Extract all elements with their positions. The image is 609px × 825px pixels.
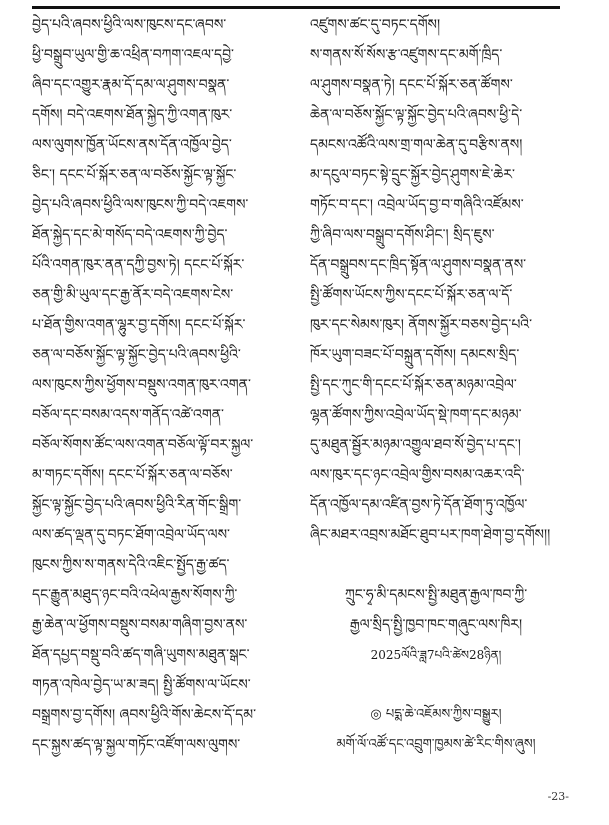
spacer <box>310 550 562 580</box>
text-line: ཁུར་དང་སེམས་ཁུར། ནོགས་སྐྱོར་བཅས་བྱེད་པའི་ <box>310 317 533 333</box>
text-line: ས་གནས་སོ་སོས་རྩ་འཛུགས་དང་མགོ་ཁྲིད་ <box>310 47 503 63</box>
text-line: ལས་ཁུར་དང་ཉང་འབྲེལ་གྱིས་བསམ་འཆར་འདི་ <box>310 467 525 483</box>
text-line: ཐོན་སྐྱེད་དང་མེ་གསོད་བདེ་འཇགས་ཀྱི་བྱེད་ <box>32 227 228 243</box>
text-line: དོན་འཁྱོལ་དམ་འཛིན་བྱས་ཏེ་དོན་ཐོག་ཏུ་འཁྱོལ་ <box>310 497 528 513</box>
text-line: སྤྱི་དང་ཀུང་གི་དངང་པོ་སྐོར་ཅན་མཉམ་འབྲེལ་ <box>310 377 517 393</box>
text-line: རྒྱ་ཆེན་ལ་ཕྱོགས་བསྡུས་བསམ་གཞིག་བྱས་ནས་ <box>32 617 248 633</box>
text-line: འཛུགས་ཚང་དུ་བཏང་དགོས། <box>310 17 441 33</box>
text-line: པོའི་འགན་ཁུར་ནན་དཀྱི་བྱས་ཏེ། དངང་པོ་སྐོར་ <box>32 257 245 273</box>
text-line: ཆེན་ལ་བཅོས་སྐྱོང་ལྟ་སྐྱོང་བྱེད་པའི་ཞབས་ཕྱི་དེ་ <box>310 107 523 123</box>
text-line: ལས་ལུགས་ཁྱོན་ཡོངས་ནས་དོན་འཁྱོལ་བྱེད་ <box>32 137 232 153</box>
text-line: མ་དངུལ་བཏང་སྟེ་དྲུང་སྐྱོར་བྱེད་ཤུགས་ཇེ་ཆེར་ <box>310 167 515 183</box>
text-line: བཅོལ་དང་བསམ་འདས་གནོད་འཚེ་འགན་ <box>32 407 224 423</box>
text-line: ཅན་གྱི་མི་ཡུལ་དང་རྒྱ་ནོར་བདེ་འཇགས་ངེས་ <box>32 287 234 303</box>
translator-credit: ◎ པདྨ་ཆེ་འཇོམས་ཀྱིས་བསྒྱུར། <box>370 707 502 722</box>
text-line: ཅན་ལ་བཅོས་སྐྱོང་ལྟ་སྐྱོང་བྱེད་པའི་ཞབས་ཕྱིའི་ <box>32 347 241 363</box>
text-line: དང་རྒྱུན་མཐུད་ཉང་བའི་འཕེལ་རྒྱས་སོགས་ཀྱི་ <box>32 587 238 603</box>
text-line: ལས་ཚད་ལྡན་དུ་བཏང་ཐོག་འབྲེལ་ཡོད་ལས་ <box>32 527 230 543</box>
left-column <box>32 10 290 760</box>
text-line: དང་སྐྱས་ཚད་ལྟ་སྐྱལ་གཏོང་འཛོག་ལས་ལུགས་ <box>32 737 241 753</box>
text-line: བསྒྲགས་བྱ་དགོས། ཞབས་ཕྱིའི་གོས་ཆེངས་དོ་དམ་ <box>32 707 257 723</box>
text-line: བྱེད་པའི་ཞབས་ཕྱིའི་ལས་ཁུངས་དང་ཞབས་ <box>32 17 227 33</box>
text-line: སྤྱི་ཚོགས་ཡོངས་ཀྱིས་དངང་པོ་སྐོར་ཅན་ལ་དོ་ <box>310 287 513 303</box>
issuer-line: ཀྲུང་ཧྭ་མི་དམངས་སྤྱི་མཐུན་རྒྱལ་ཁབ་ཀྱི་ <box>344 587 528 603</box>
spacer <box>310 670 562 700</box>
text-line: མ་གཏང་དགོས། དངང་པོ་སྐོར་ཅན་ལ་བཅོས་ <box>32 467 233 483</box>
editor-credit: མགོ་ལོ་འཚོ་དང་འབྲུག་ཁྱམས་ཚེ་རིང་གིས་ཞུས། <box>336 737 536 752</box>
text-line: ཕྱི་བསྒྲུབ་ཡུལ་གྱི་ཆ་འཕྲིན་བཀག་འཇལ་དབྱེ་ <box>32 47 234 63</box>
text-line: བཅོལ་སོགས་ཚོང་ལས་འགན་བཅོལ་ལྟོ་བར་སྐྱལ་ <box>32 437 254 453</box>
text-line: ལ་ཤུགས་བསྣན་ཏེ། དངང་པོ་སྐོར་ཅན་ཚོགས་ <box>310 77 513 93</box>
text-line: བྱེད་པའི་ཞབས་ཕྱིའི་ལས་ཁུངས་ཀྱི་བདེ་འཇགས་ <box>32 197 249 213</box>
text-line: དགོས། བདེ་འཇགས་ཐོན་སྐྱེད་ཀྱི་འགན་ཁུར་ <box>32 107 233 123</box>
right-column <box>310 10 562 760</box>
text-line: ཁོར་ཡུག་བཟང་པོ་བསྐྲུན་དགོས། དམངས་སྲིད་ <box>310 347 520 363</box>
issue-date: 2025ལོའི་ཟླ7པའི་ཚེས28ཉིན། <box>370 648 502 662</box>
text-line: ཀྱི་ཞིབ་ལས་བསྒྲུབ་དགོས་ཤིང་། སྲིད་ཇུས་ <box>310 227 495 243</box>
text-line: ཐོན་དཔྱད་བསྡུ་བའི་ཚད་གཞི་ཡུགས་མཐུན་སྒང་ <box>32 647 250 663</box>
text-line: དམངས་འཚོའི་ལས་གྲ་གལ་ཆེན་དུ་བརྩིས་ནས། <box>310 137 523 153</box>
top-rule <box>32 6 560 9</box>
text-line: སྐྱོང་ལྟ་སྐྱོང་བྱེད་པའི་ཞབས་ཕྱིའི་རིན་གོང་སྒྲིག་ <box>32 497 242 513</box>
text-line: པ་ཐོན་གྱིས་འགན་ལྷུར་བྱ་དགོས། དངང་པོ་སྐོར་ <box>32 317 246 333</box>
page-number: -23- <box>547 790 569 803</box>
issuer-line-2: རྒྱལ་སྲིད་སྤྱི་ཁྱབ་ཁང་གཞུང་ལས་ཁིར། <box>349 617 523 633</box>
text-line: ཁུངས་ཀྱིས་ས་གནས་དེའི་འཇིང་སྤྱོད་རྒྱ་ཚད་ <box>32 557 230 573</box>
text-line: གཏན་འཁེལ་བྱེད་ཡ་མ་ཟད། སྤྱི་ཚོགས་ལ་ཡོངས་ <box>32 677 251 693</box>
text-line: ཞིང་མཐར་འབྲས་མཐོང་ཐུབ་པར་ཁག་ཐེག་བྱ་དགོས།། <box>310 527 551 543</box>
text-line: དུ་མཐུན་སྦྱོར་མཉམ་འགྱུལ་ཐབ་སོ་བྱེད་པ་དང་། <box>310 437 521 453</box>
text-line: གཏོང་བ་དང་། འབྲེལ་ཡོད་བྱ་བ་གཞིའི་འཛོམས་ <box>310 197 524 213</box>
text-line: དོན་བསྒྲུབས་དང་ཁྲིད་སྟོན་ལ་ཤུགས་བསྣན་ནས་ <box>310 257 527 273</box>
text-line: ཞིབ་དང་འགྱུར་རྣམ་དོ་དམ་ལ་ཤུགས་བསྣན་ <box>32 77 230 93</box>
text-line: ལས་ཁུངས་ཀྱིས་ཕྱོགས་བསྡུས་འགན་ཁུར་འགན་ <box>32 377 251 393</box>
text-line: ཅིང་། དངང་པོ་སྐོར་ཅན་ལ་བཅོས་སྐྱོང་ལྟ་སྐྱོང་ <box>32 167 237 183</box>
text-line: ལྷན་ཚོགས་ཀྱིས་འབྲེལ་ཡོད་སྡེ་ཁག་དང་མཉམ་ <box>310 407 522 423</box>
